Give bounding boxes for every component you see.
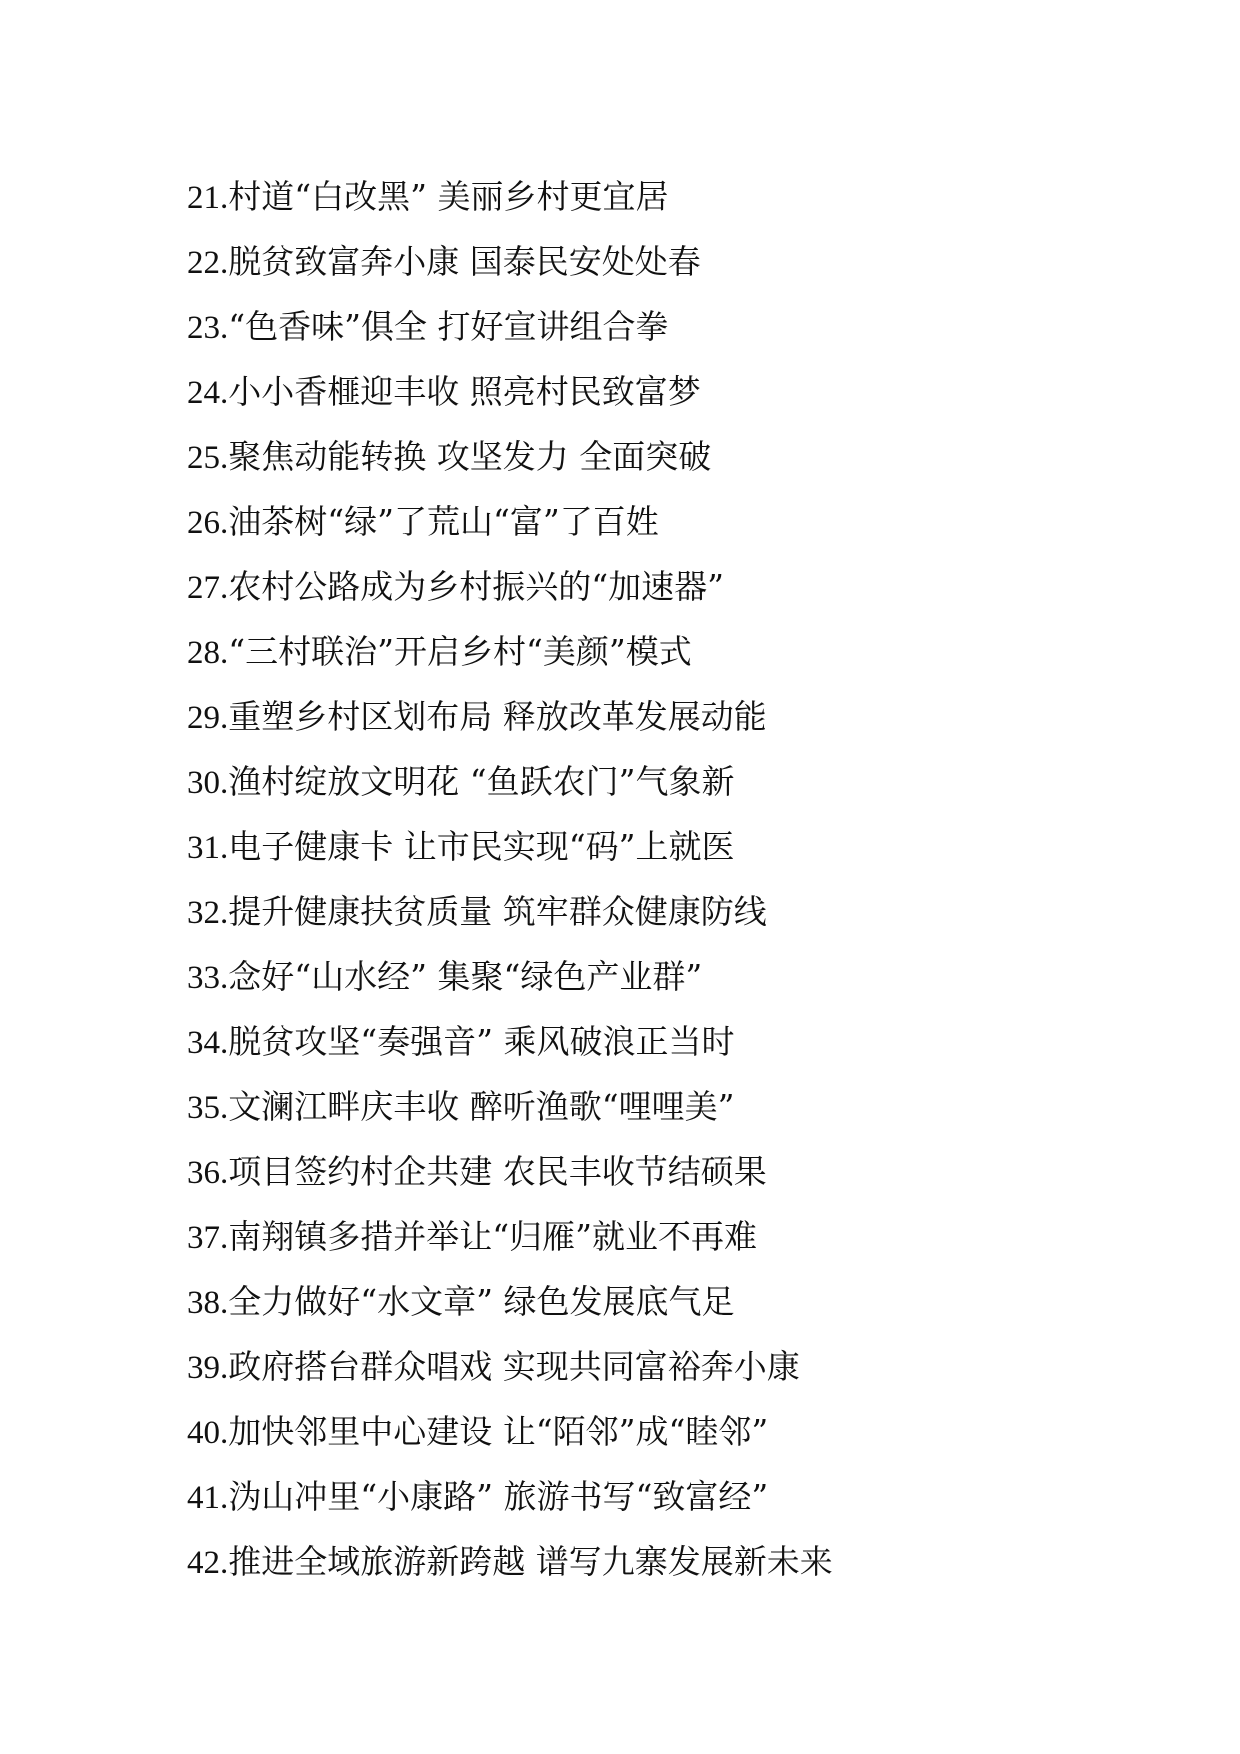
item-number: 21. xyxy=(187,180,229,216)
list-item xyxy=(187,1074,833,1139)
item-text: 提升健康扶贫质量 筑牢群众健康防线 xyxy=(228,892,767,931)
item-number: 29. xyxy=(187,700,229,736)
item-text: 推进全域旅游新跨越 谱写九寨发展新未来 xyxy=(228,1542,833,1581)
item-number: 31. xyxy=(187,830,229,866)
list-item xyxy=(187,1399,833,1464)
item-text: 全力做好“水文章” 绿色发展底气足 xyxy=(228,1282,735,1321)
item-text: 小小香榧迎丰收 照亮村民致富梦 xyxy=(228,372,701,411)
item-number: 42. xyxy=(187,1545,229,1581)
item-number: 27. xyxy=(187,570,229,606)
list-item xyxy=(187,359,833,424)
item-number: 33. xyxy=(187,960,229,996)
list-item xyxy=(187,554,833,619)
item-number: 36. xyxy=(187,1155,229,1191)
item-text: 加快邻里中心建设 让“陌邻”成“睦邻” xyxy=(228,1412,769,1451)
item-number: 30. xyxy=(187,765,229,801)
item-number: 39. xyxy=(187,1350,229,1386)
item-number: 34. xyxy=(187,1025,229,1061)
item-text: 聚焦动能转换 攻坚发力 全面突破 xyxy=(228,437,712,476)
list-item xyxy=(187,1139,833,1204)
list-item xyxy=(187,619,833,684)
list-item xyxy=(187,1334,833,1399)
item-text: 村道“白改黑” 美丽乡村更宜居 xyxy=(228,177,669,216)
list-item xyxy=(187,814,833,879)
item-text: 南翔镇多措并举让“归雁”就业不再难 xyxy=(228,1217,757,1256)
item-number: 22. xyxy=(187,245,229,281)
item-number: 23. xyxy=(187,310,229,346)
list-item xyxy=(187,944,833,1009)
item-text: 政府搭台群众唱戏 实现共同富裕奔小康 xyxy=(228,1347,800,1386)
item-text: 脱贫致富奔小康 国泰民安处处春 xyxy=(228,242,701,281)
item-number: 37. xyxy=(187,1220,229,1256)
list-item xyxy=(187,749,833,814)
item-text: 文澜江畔庆丰收 醉听渔歌“哩哩美” xyxy=(228,1087,735,1126)
item-text: 脱贫攻坚“奏强音” 乘风破浪正当时 xyxy=(228,1022,735,1061)
list-item xyxy=(187,879,833,944)
item-text: 农村公路成为乡村振兴的“加速器” xyxy=(228,567,724,606)
item-text: 油茶树“绿”了荒山“富”了百姓 xyxy=(228,502,659,541)
list-item xyxy=(187,684,833,749)
list-item xyxy=(187,1204,833,1269)
item-text: 电子健康卡 让市民实现“码”上就医 xyxy=(228,827,735,866)
list-item xyxy=(187,1464,833,1529)
item-number: 41. xyxy=(187,1480,229,1516)
item-number: 40. xyxy=(187,1415,229,1451)
item-number: 35. xyxy=(187,1090,229,1126)
list-item xyxy=(187,1529,833,1594)
item-number: 38. xyxy=(187,1285,229,1321)
item-text: 渔村绽放文明花 “鱼跃农门”气象新 xyxy=(228,762,735,801)
headline-list xyxy=(187,164,833,1594)
item-text: 沩山冲里“小康路” 旅游书写“致富经” xyxy=(228,1477,769,1516)
item-number: 26. xyxy=(187,505,229,541)
list-item xyxy=(187,229,833,294)
item-number: 25. xyxy=(187,440,229,476)
item-text: “三村联治”开启乡村“美颜”模式 xyxy=(228,632,692,671)
list-item xyxy=(187,489,833,554)
list-item xyxy=(187,1009,833,1074)
item-text: 项目签约村企共建 农民丰收节结硕果 xyxy=(228,1152,767,1191)
list-item xyxy=(187,1269,833,1334)
item-number: 32. xyxy=(187,895,229,931)
item-text: 念好“山水经” 集聚“绿色产业群” xyxy=(228,957,703,996)
item-text: “色香味”俱全 打好宣讲组合拳 xyxy=(228,307,669,346)
list-item xyxy=(187,294,833,359)
item-text: 重塑乡村区划布局 释放改革发展动能 xyxy=(228,697,767,736)
list-item xyxy=(187,164,833,229)
item-number: 24. xyxy=(187,375,229,411)
item-number: 28. xyxy=(187,635,229,671)
list-item xyxy=(187,424,833,489)
